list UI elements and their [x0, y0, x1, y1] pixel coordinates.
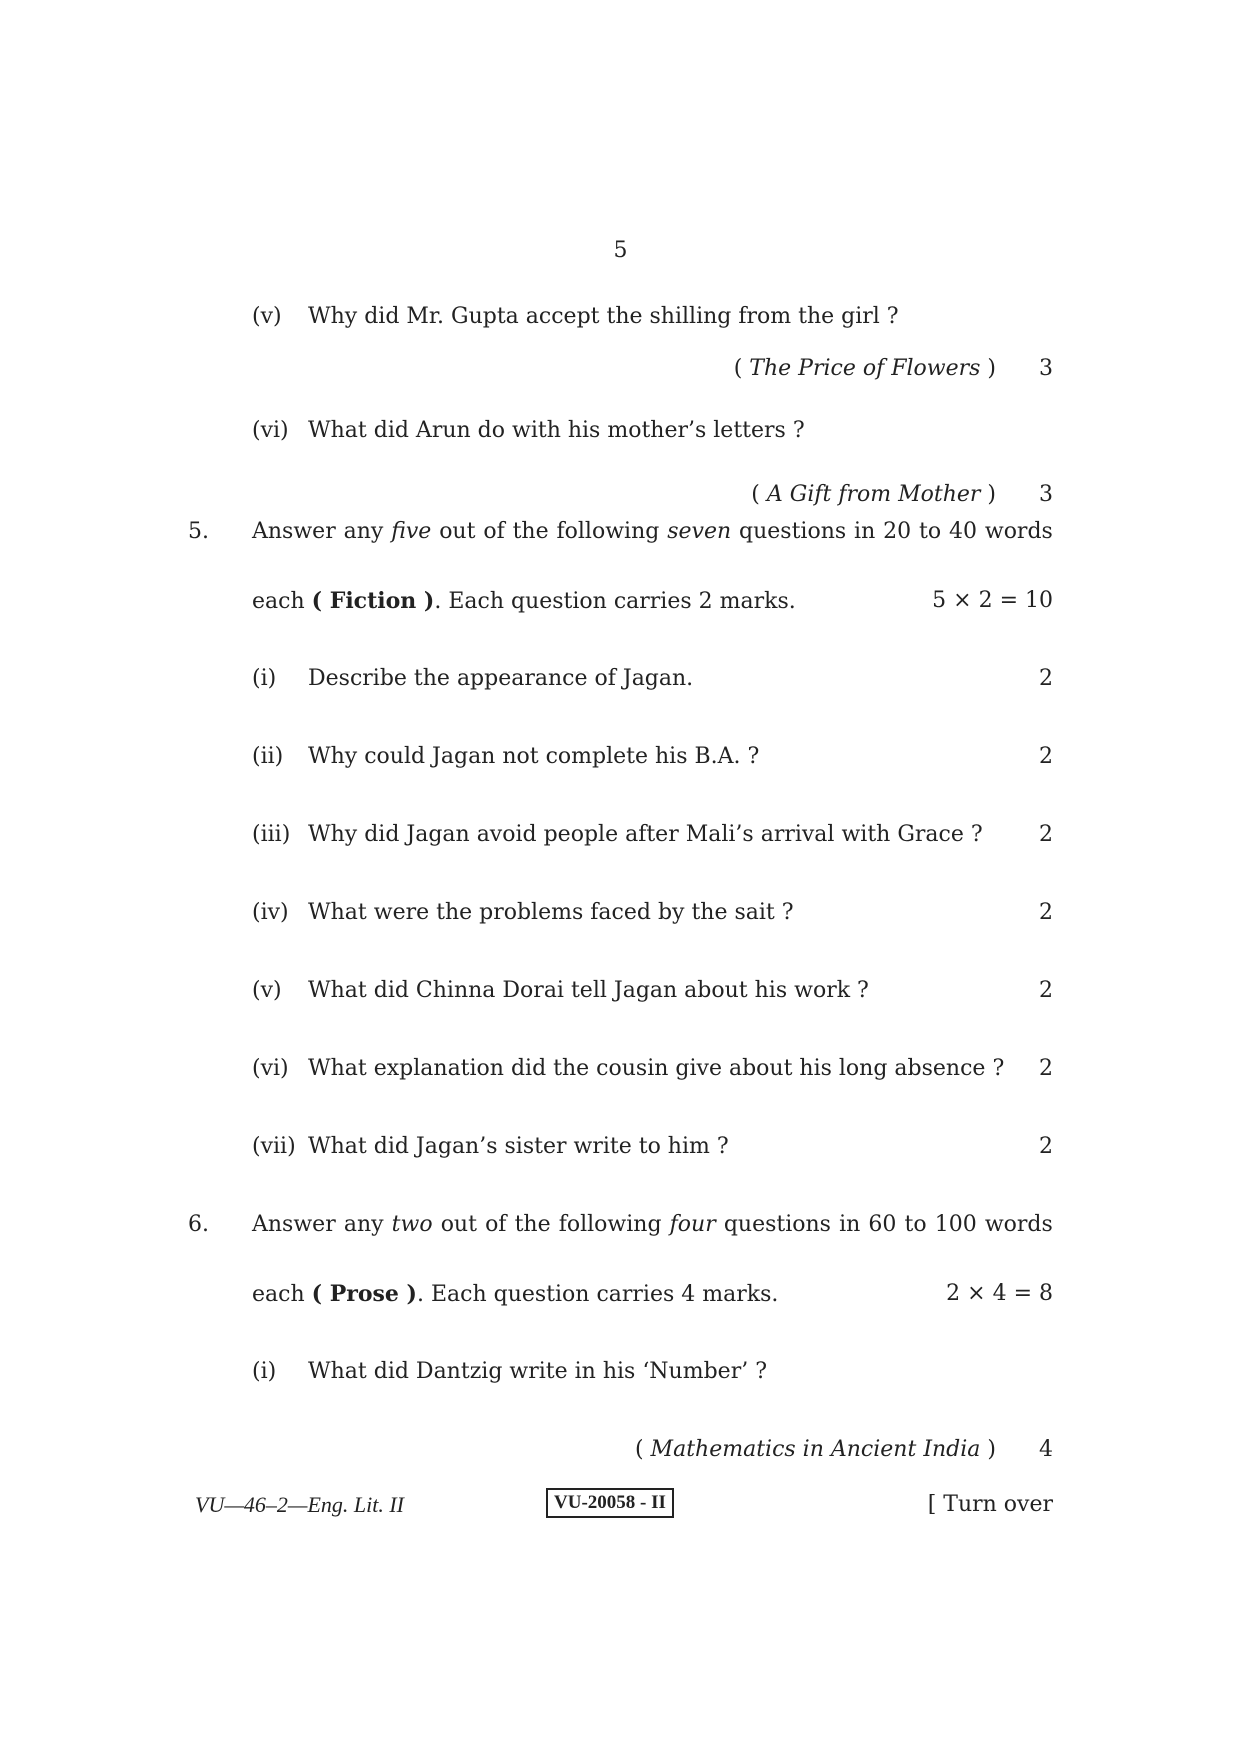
word-emphasis: two [391, 1212, 433, 1237]
question-number: (vi) [252, 418, 289, 443]
section-total-marks: 5 × 2 = 10 [932, 588, 1053, 613]
question-marks: 2 [1039, 666, 1053, 691]
word: in [854, 519, 876, 544]
section-number: 5. [188, 519, 209, 544]
word: following [558, 1212, 662, 1237]
source-citation: ( A Gift from Mother ) [751, 482, 996, 507]
word: questions [723, 1212, 831, 1237]
word: any [343, 519, 384, 544]
question-number: (v) [252, 978, 282, 1003]
question-number: (iv) [252, 900, 289, 925]
word-emphasis: seven [667, 519, 732, 544]
source-title: The Price of Flowers [749, 356, 981, 381]
word: 40 [948, 519, 977, 544]
question-text: Why did Mr. Gupta accept the shilling from the girl ? [308, 304, 899, 329]
word: out [439, 519, 476, 544]
question-marks: 2 [1039, 978, 1053, 1003]
question-marks: 4 [1039, 1437, 1053, 1462]
footer-paper-code-box [546, 1491, 674, 1513]
question-text: What did Jagan’s sister write to him ? [308, 1134, 729, 1159]
question-marks: 2 [1039, 744, 1053, 769]
word: any [343, 1212, 384, 1237]
word: 20 [883, 519, 912, 544]
instruction-pre: each [252, 589, 305, 614]
section-number: 6. [188, 1212, 209, 1237]
question-number: (vii) [252, 1134, 296, 1159]
question-marks: 2 [1039, 1134, 1053, 1159]
word-emphasis: five [391, 519, 432, 544]
page-number: 5 [613, 238, 628, 263]
word-emphasis: four [669, 1212, 716, 1237]
section-instruction-line1 [252, 1214, 1053, 1236]
question-marks: 2 [1039, 822, 1053, 847]
instruction-pre: each [252, 1282, 305, 1307]
word: in [839, 1212, 861, 1237]
word: following [556, 519, 660, 544]
question-marks: 3 [1039, 356, 1053, 381]
word: to [919, 519, 942, 544]
question-number: (ii) [252, 744, 284, 769]
question-text: Why did Jagan avoid people after Mali’s arrival with Grace ? [308, 822, 983, 847]
word: Answer [252, 519, 336, 544]
section-instruction-line2 [252, 590, 796, 613]
question-number: (iii) [252, 822, 291, 847]
word: questions [739, 519, 847, 544]
word: words [984, 519, 1053, 544]
question-number: (i) [252, 666, 277, 691]
question-text: Describe the appearance of Jagan. [308, 666, 694, 691]
question-number: (vi) [252, 1056, 289, 1081]
turn-over-note: [ Turn over [927, 1492, 1053, 1517]
section-total-marks: 2 × 4 = 8 [946, 1281, 1053, 1306]
source-title: A Gift from Mother [766, 482, 981, 507]
question-text: What did Dantzig write in his ‘Number’ ? [308, 1359, 767, 1384]
word: the [514, 1212, 551, 1237]
source-citation: ( Mathematics in Ancient India ) [634, 1437, 996, 1462]
question-text: What did Chinna Dorai tell Jagan about his work ? [308, 978, 869, 1003]
word: words [984, 1212, 1053, 1237]
instruction-post: . Each question carries 4 marks. [416, 1282, 779, 1307]
section-type: ( Prose ) [311, 1281, 417, 1307]
question-number: (i) [252, 1359, 277, 1384]
word: the [512, 519, 549, 544]
word: of [485, 1212, 507, 1237]
footer-paper-code: VU-20058 - II [546, 1488, 674, 1518]
word: 60 [868, 1212, 897, 1237]
question-marks: 3 [1039, 482, 1053, 507]
word: to [904, 1212, 927, 1237]
source-title: Mathematics in Ancient India [650, 1437, 981, 1462]
word: Answer [252, 1212, 336, 1237]
question-text: What explanation did the cousin give about his long absence ? [308, 1056, 1005, 1081]
question-marks: 2 [1039, 1056, 1053, 1081]
question-number: (v) [252, 304, 282, 329]
word: out [440, 1212, 477, 1237]
word: 100 [934, 1212, 977, 1237]
source-citation: ( The Price of Flowers ) [733, 356, 996, 381]
footer-course-code: VU—46–2—Eng. Lit. II [195, 1492, 404, 1517]
section-instruction-line1 [252, 521, 1053, 543]
instruction-post: . Each question carries 2 marks. [434, 589, 796, 614]
question-marks: 2 [1039, 900, 1053, 925]
question-text: What did Arun do with his mother’s letters ? [308, 418, 805, 443]
word: of [483, 519, 505, 544]
section-type: ( Fiction ) [311, 588, 435, 614]
question-text: Why could Jagan not complete his B.A. ? [308, 744, 760, 769]
question-text: What were the problems faced by the sait ? [308, 900, 794, 925]
section-instruction-line2 [252, 1283, 778, 1306]
